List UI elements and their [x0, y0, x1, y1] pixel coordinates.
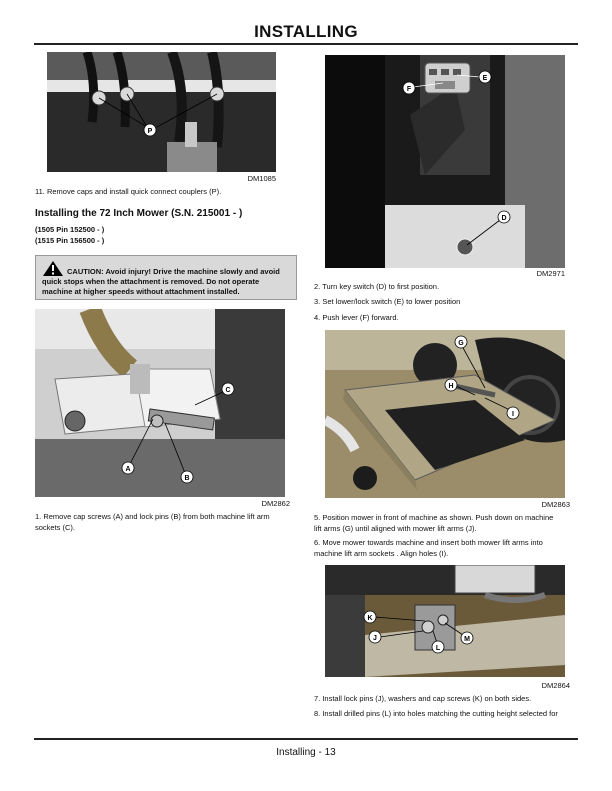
step-4: 4. Push lever (F) forward. — [314, 313, 399, 322]
figure-callout-label: A — [125, 466, 131, 473]
caution-line-1: CAUTION: Avoid injury! Drive the machine slowly and avoid — [67, 267, 280, 276]
figure-callout-label: B — [184, 475, 190, 482]
figure-callout-label: L — [435, 645, 441, 652]
figure-callout-label: M — [464, 636, 470, 643]
figure-id-dm2863: DM2863 — [541, 500, 570, 509]
figure-dm2864-photo — [325, 565, 565, 677]
figure-callout-label: G — [458, 340, 464, 347]
step-11: 11. Remove caps and install quick connect couplers (P). — [35, 187, 222, 196]
page-footer: Installing - 13 — [276, 747, 336, 758]
caution-line-3: machine at higher speeds without attachment installed. — [42, 287, 240, 296]
step-6-line-1: 6. Move mower towards machine and insert both mower lift arms into — [314, 538, 543, 547]
warning-triangle-icon — [42, 260, 64, 277]
step-1-line-1: 1. Remove cap screws (A) and lock pins (B) from both machine lift arm — [35, 512, 270, 521]
step-5-line-1: 5. Position mower in front of machine as shown. Push down on machine — [314, 513, 554, 522]
figure-id-dm1085: DM1085 — [247, 174, 276, 183]
figure-id-dm2862: DM2862 — [261, 499, 290, 508]
figure-dm2971-photo — [325, 55, 565, 268]
step-5 — [314, 512, 584, 534]
step-7: 7. Install lock pins (J), washers and cap screws (K) on both sides. — [314, 694, 532, 703]
pin-range-1515: (1515 Pin 156500 - ) — [35, 236, 105, 245]
figure-callout-label: P — [147, 128, 153, 135]
figure-id-dm2971: DM2971 — [536, 269, 565, 278]
header-rule — [34, 43, 578, 45]
step-1-line-2: sockets (C). — [35, 523, 76, 532]
figure-id-dm2864: DM2864 — [541, 681, 570, 690]
footer-rule — [34, 738, 578, 740]
figure-callout-label: I — [512, 411, 514, 418]
figure-callout-label: E — [482, 75, 488, 82]
page-title: INSTALLING — [254, 22, 358, 41]
step-5-line-2: lift arms (G) until aligned with mower lift arms (J). — [314, 524, 477, 533]
figure-dm2862-photo — [35, 309, 285, 497]
figure-callout-label: H — [448, 383, 454, 390]
caution-box — [35, 255, 297, 300]
pin-range-1505: (1505 Pin 152500 - ) — [35, 225, 105, 234]
figure-callout-label: F — [406, 86, 412, 93]
figure-callout-label: J — [373, 635, 377, 642]
step-6 — [314, 537, 584, 559]
step-3: 3. Set lower/lock switch (E) to lower position — [314, 297, 461, 306]
caution-line-2: quick stops when the attachment is removed. Do not operate — [42, 277, 260, 286]
step-8: 8. Install drilled pins (L) into holes matching the cutting height selected for — [314, 709, 558, 718]
figure-dm2863-photo — [325, 330, 565, 498]
step-2: 2. Turn key switch (D) to first position. — [314, 282, 440, 291]
figure-dm1085-photo — [47, 52, 276, 172]
section-heading: Installing the 72 Inch Mower (S.N. 215001 - ) — [35, 208, 243, 219]
figure-callout-label: K — [367, 615, 373, 622]
step-6-line-2: machine lift arm sockets . Align holes (I). — [314, 549, 449, 558]
figure-callout-label: C — [225, 387, 231, 394]
figure-callout-label: D — [501, 215, 507, 222]
step-1 — [35, 511, 305, 533]
